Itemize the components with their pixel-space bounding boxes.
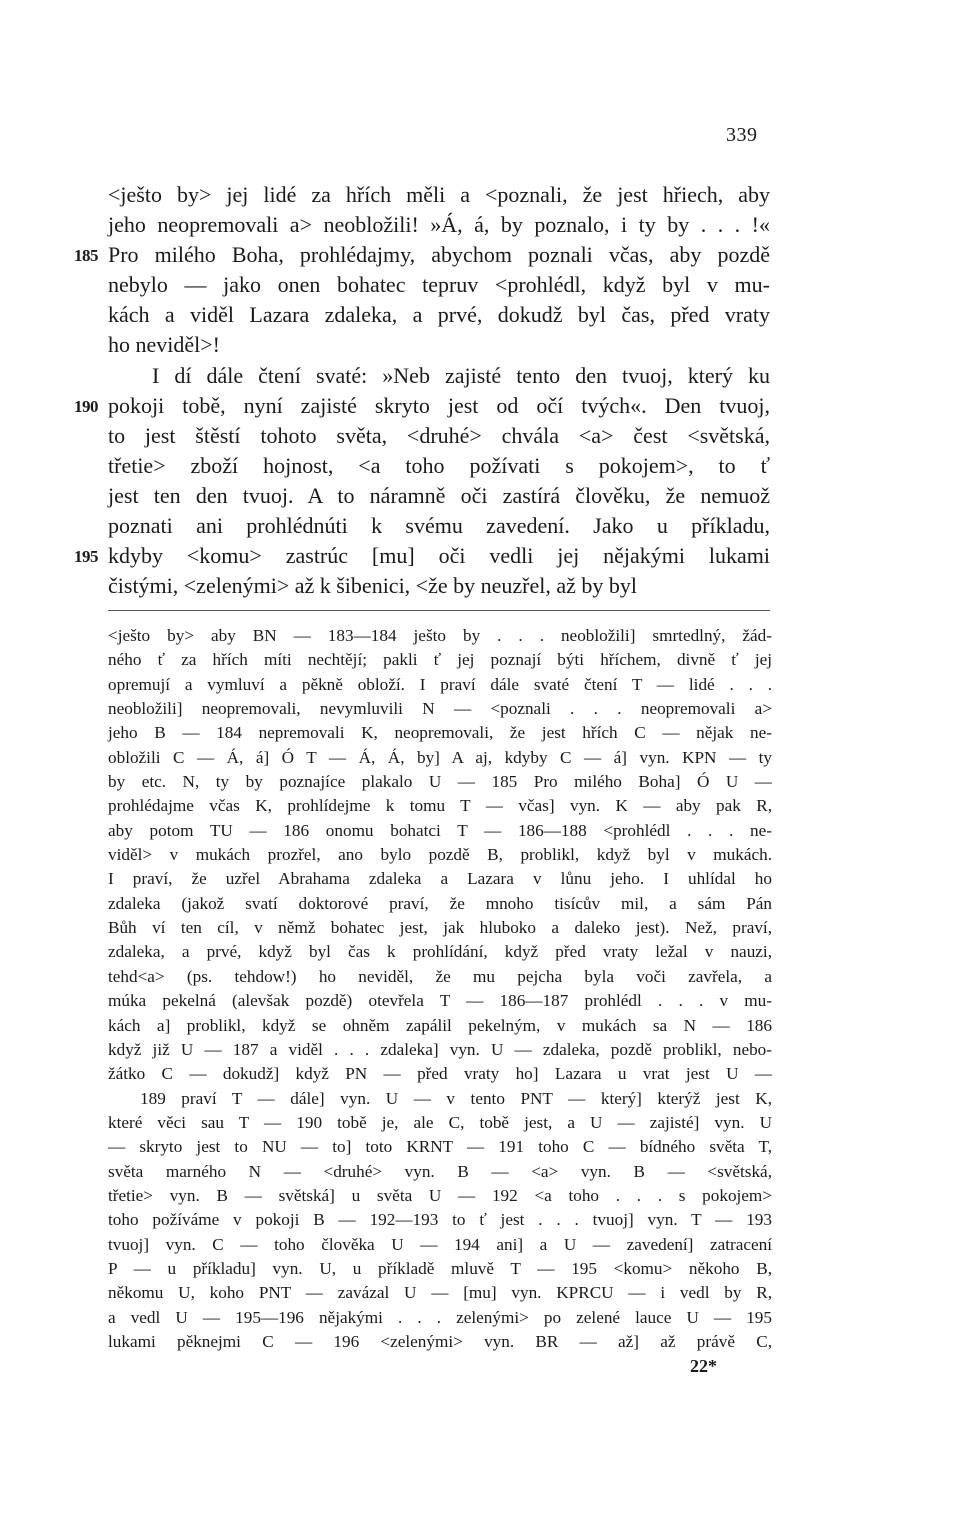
note-line: by etc. N, ty by poznajíce plakalo U — 185 Pro milého Boha] Ó U —: [108, 772, 772, 792]
note-line: světa marného N — <druhé> vyn. B — <a> vyn. B — <světská,: [108, 1161, 772, 1181]
main-text-line: [108, 300, 770, 330]
main-text-line: [108, 180, 770, 210]
main-text-content: jest ten den tvuoj. A to náramně oči zastírá člověku, že nemuož: [108, 482, 770, 508]
note-line: aby potom TU — 186 onomu bohatci T — 186—188 <prohlédl . . . ne-: [108, 820, 772, 840]
main-text-content: kách a viděl Lazara zdaleka, a prvé, dokudž byl čas, před vraty: [108, 302, 770, 328]
main-text: [74, 180, 770, 601]
main-text-line: [108, 361, 770, 391]
note-line: někomu U, koho PNT — zavázal U — [mu] vyn. KPRCU — i vedl by R,: [108, 1283, 772, 1303]
note-line: které věci sau T — 190 tobě je, ale C, tobě jest, a U — zajisté] vyn. U: [108, 1112, 772, 1132]
note-line: kách a] problikl, když se ohněm zapálil pekelným, v mukách sa N — 186: [108, 1015, 772, 1035]
note-line: 189 praví T — dále] vyn. U — v tento PNT — který] kterýž jest K,: [140, 1088, 772, 1108]
main-text-content: <ješto by> jej lidé za hřích měli a <poznali, že jest hřiech, aby: [108, 182, 770, 207]
main-text-line: [74, 240, 770, 270]
critical-apparatus: [108, 624, 772, 1354]
main-text-content: poznati ani prohlédnúti k svému zavedení. Jako u příkladu,: [108, 513, 770, 539]
note-line: tvuoj] vyn. C — toho člověka U — 194 ani] a U — zavedení] zatracení: [108, 1234, 772, 1254]
note-line: třetie> vyn. B — světská] u světa U — 192 <a toho . . . s pokojem>: [108, 1185, 772, 1205]
note-line: lukami pěknejmi C — 196 <zelenými> vyn. BR — až] až právě C,: [108, 1331, 772, 1351]
main-text-content: třetie> zboží hojnost, <a toho požívati s pokojem>, to ť: [108, 452, 770, 478]
note-line: Bůh ví ten cíl, v němž bohatec jest, jak hluboko a daleko jest). Než, praví,: [108, 918, 772, 938]
note-line: prohlédajme včas K, prohlídejme k tomu T — včas] vyn. K — aby pak R,: [108, 796, 772, 816]
footnote-rule: [108, 610, 770, 611]
note-line: múka pekelná (alevšak pozdě) otevřela T — 186—187 prohlédl . . . v mu-: [108, 991, 772, 1011]
line-number: 190: [74, 396, 98, 416]
note-line: a vedl U — 195—196 nějakými . . . zelenými> po zelené lauce U — 195: [108, 1307, 772, 1327]
main-text-line: [108, 571, 770, 601]
main-text-content: pokoji tobě, nyní zajisté skryto jest od očí tvých«. Den tvuoj,: [108, 392, 770, 418]
line-number: 195: [74, 547, 98, 567]
note-line: zdaleka, a prvé, když byl čas k prohlídání, když před vraty ležal v nauzi,: [108, 942, 772, 962]
note-line: toho požíváme v pokoji B — 192—193 to ť jest . . . tvuoj] vyn. T — 193: [108, 1210, 772, 1230]
main-text-line: [108, 270, 770, 300]
line-number: 185: [74, 246, 98, 266]
note-line: tehd<a> (ps. tehdow!) ho neviděl, že mu pejcha byla voči zavřela, a: [108, 966, 772, 986]
main-text-line: [74, 541, 770, 571]
note-line: ného ť za hřích míti nechtějí; pakli ť jej poznají býti hříchem, divně ť jej: [108, 650, 772, 670]
main-text-content: jeho neopremovali a> neobložili! »Á, á, by poznalo, i ty by . . . !«: [108, 212, 770, 238]
main-text-line: [108, 511, 770, 541]
main-text-line: [108, 330, 770, 360]
note-line: obložili C — Á, á] Ó T — Á, Á, by] A aj, kdyby C — á] vyn. KPN — ty: [108, 747, 772, 767]
main-text-content: nebylo — jako onen bohatec tepruv <prohlédl, když byl v mu-: [108, 272, 770, 298]
note-line: P — u příkladu] vyn. U, u příkladě mluvě T — 195 <komu> někoho B,: [108, 1258, 772, 1278]
main-text-line: [108, 210, 770, 240]
note-line: <ješto by> aby BN — 183—184 ješto by . . . neobložili] smrtedlný, žád-: [108, 626, 772, 645]
main-text-content: kdyby <komu> zastrúc [mu] oči vedli jej nějakými lukami: [108, 543, 770, 569]
main-text-line: [108, 481, 770, 511]
main-text-line: [108, 451, 770, 481]
main-text-content: I dí dále čtení svaté: »Neb zajisté tento den tvuoj, který ku: [152, 362, 770, 388]
note-line: žátko C — dokudž] když PN — před vraty ho] Lazara u vrat jest U —: [108, 1064, 772, 1084]
page-number: 339: [726, 124, 758, 146]
note-line: I praví, že uzřel Abrahama zdaleka a Lazara v lůnu jeho. I uhlídal ho: [108, 869, 772, 889]
main-text-content: Pro milého Boha, prohlédajmy, abychom poznali včas, aby pozdě: [108, 242, 770, 268]
note-line: opremují a vymluví a pěkně obloží. I praví dále svaté čtení T — lidé . . .: [108, 674, 772, 694]
note-line: viděl> v mukách prozřel, ano bylo pozdě B, problikl, když byl v mukách.: [108, 845, 772, 865]
main-text-content: čistými, <zelenými> až k šibenici, <že by neuzřel, až by byl: [108, 573, 637, 599]
note-line: neobložili] neopremovali, nevymluvili N — <poznali . . . neopremovali a>: [108, 699, 772, 719]
note-line: — skryto jest to NU — to] toto KRNT — 191 toho C — bídného světa T,: [108, 1137, 772, 1157]
note-line: zdaleka (jakož svatí doktorové praví, že mnoho tisícův mil, a sám Pán: [108, 893, 772, 913]
main-text-line: [74, 391, 770, 421]
sheet-signature: 22*: [690, 1356, 717, 1376]
main-text-line: [108, 421, 770, 451]
note-line: jeho B — 184 nepremovali K, neopremovali, že jest hřích C — nějak ne-: [108, 723, 772, 743]
note-line: když již U — 187 a viděl . . . zdaleka] vyn. U — zdaleka, pozdě problikl, nebo-: [108, 1039, 772, 1059]
main-text-content: ho neviděl>!: [108, 332, 220, 358]
main-text-content: to jest štěstí tohoto světa, <druhé> chvála <a> čest <světská,: [108, 422, 770, 448]
